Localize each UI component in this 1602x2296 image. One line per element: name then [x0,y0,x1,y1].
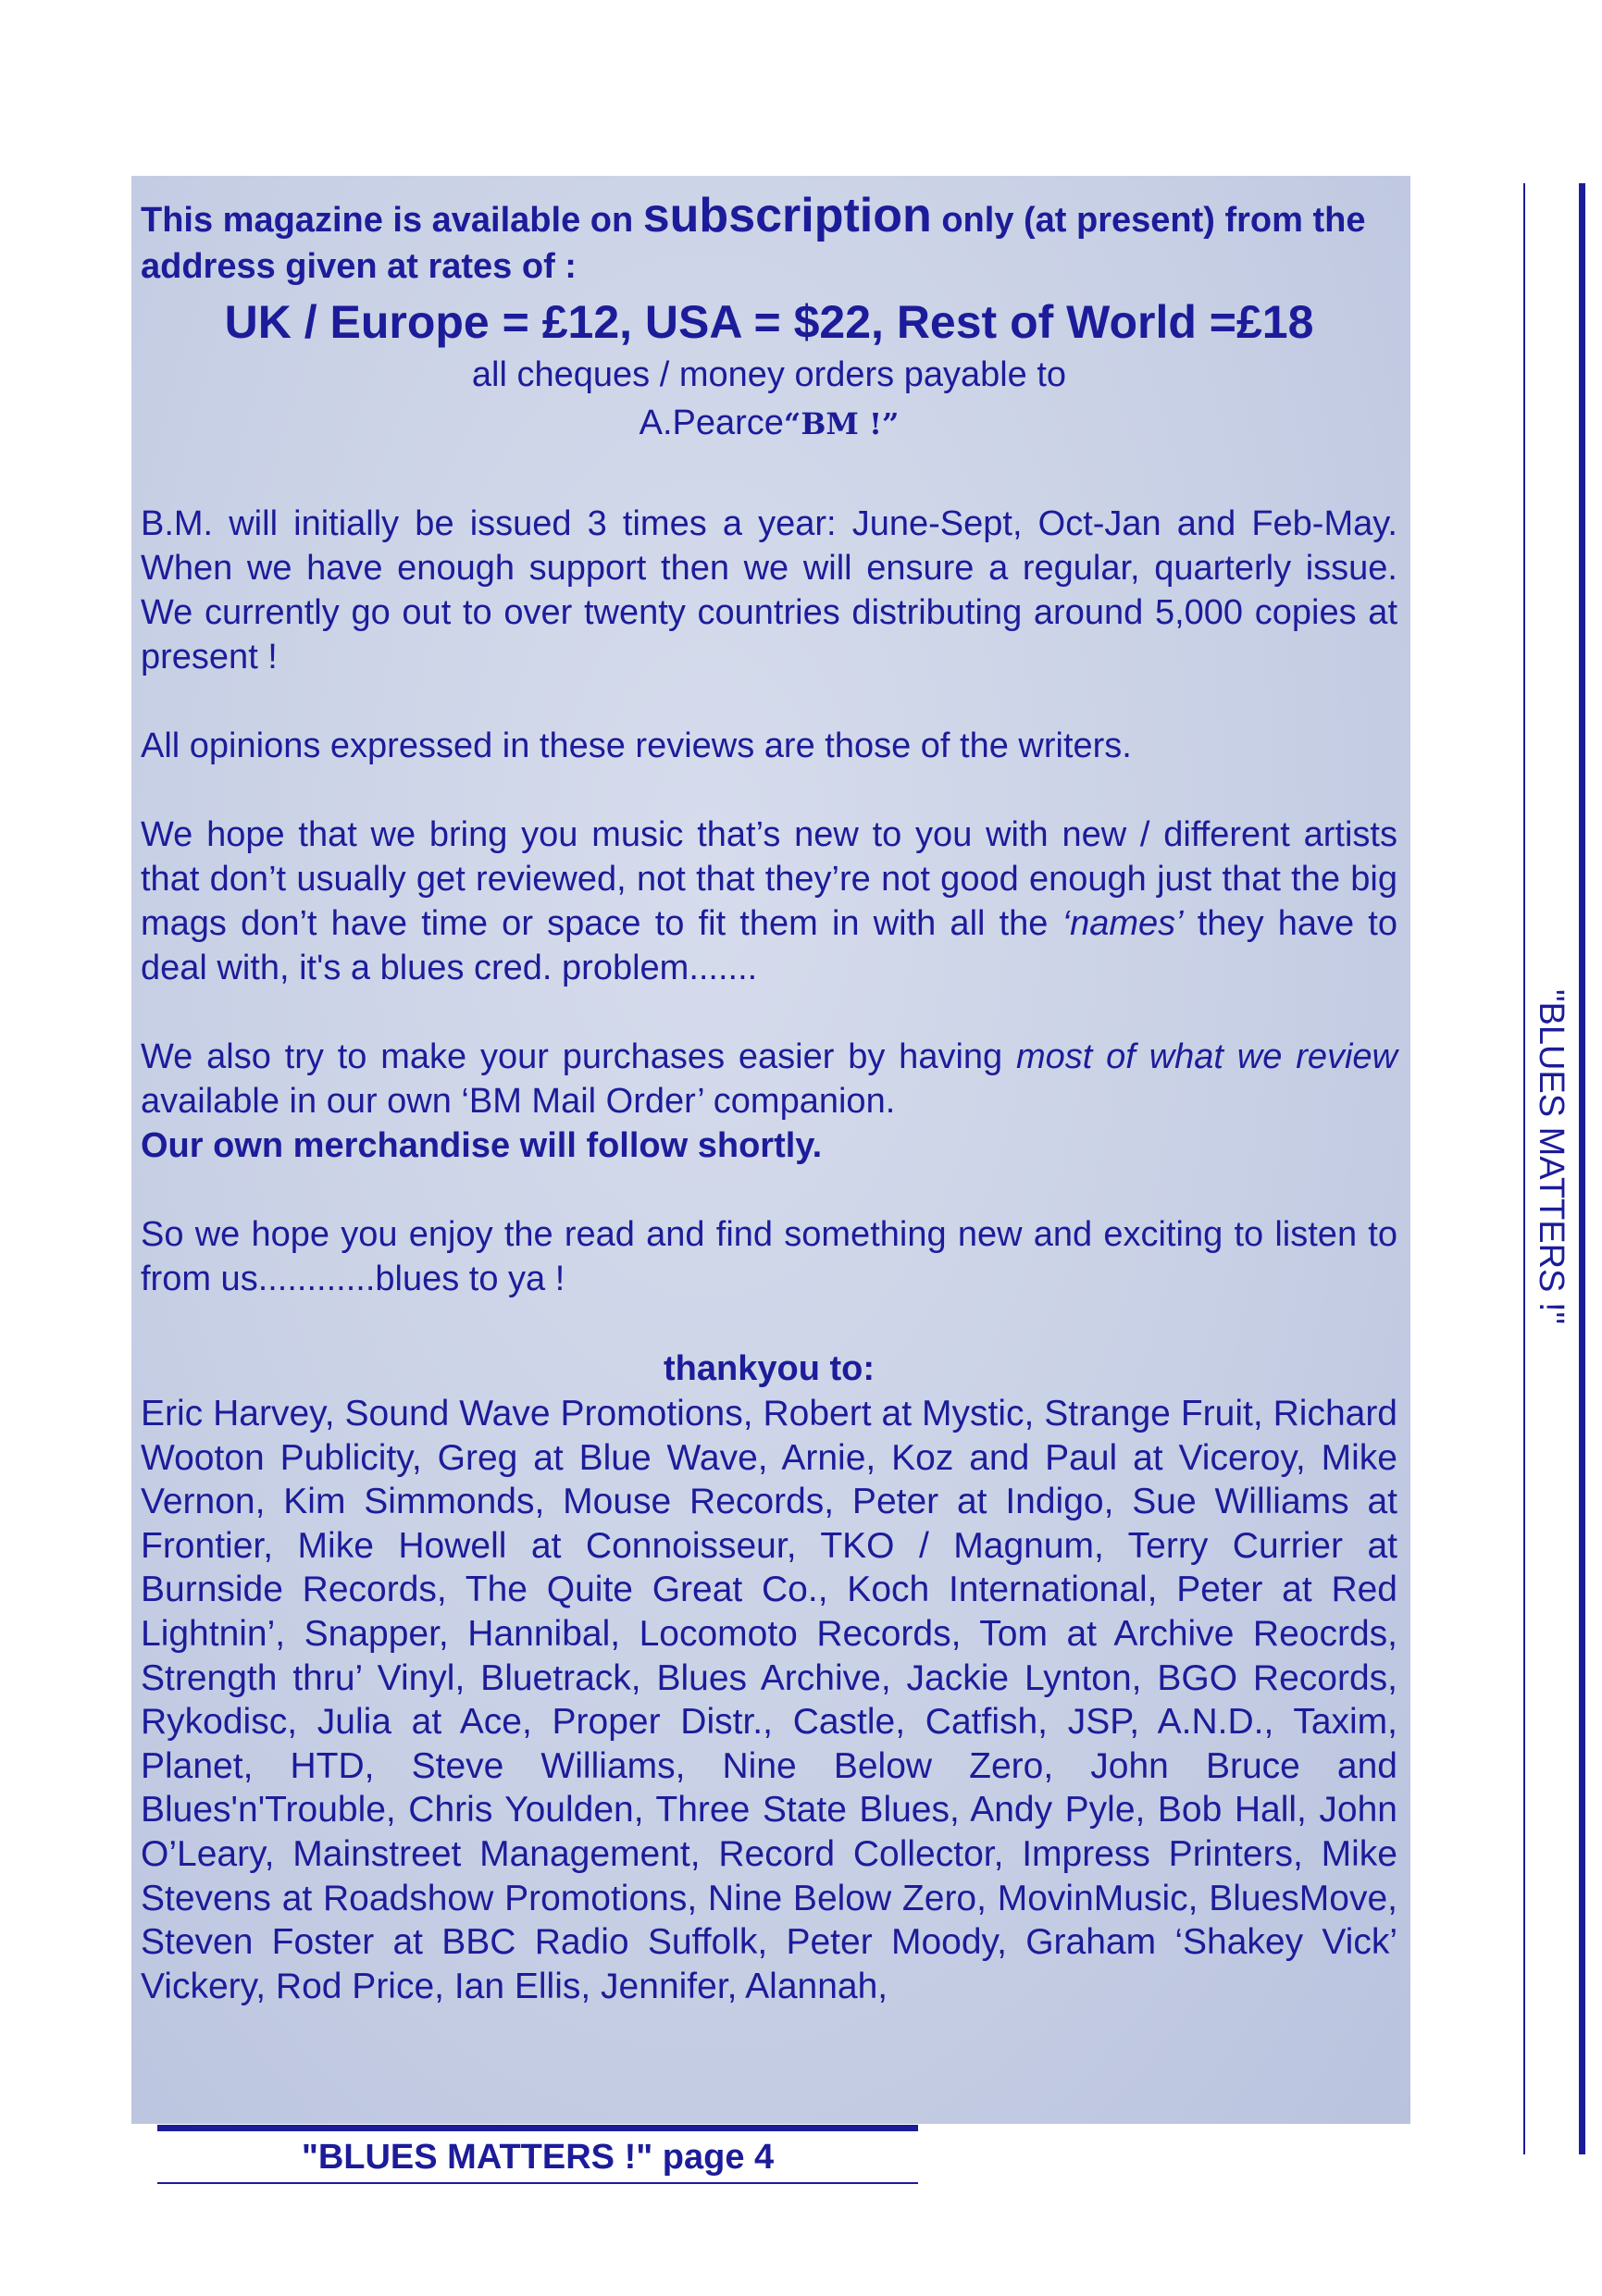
hope-italic: ‘names’ [1062,904,1184,943]
intro-text-2: only (at present) from the address given at rates of : [141,201,1366,286]
side-rule-thick [1579,183,1585,2154]
hope-text-2: they have to deal with, it's a blues cred. problem....... [141,904,1397,987]
merchandise-note: Our own merchandise will follow shortly. [141,1126,823,1165]
purchases-text-1: We also try to make your purchases easier by having [141,1037,1016,1076]
payee-line [141,399,1397,448]
payee-name: A.Pearce [639,403,784,442]
issue-paragraph: B.M. will initially be issued 3 times a year: June-Sept, Oct-Jan and Feb-May. When we have enough support then we will ensure a regular, quarterly issue. We currently go out to over twenty countries distributing around 5,000 copies at present ! [141,504,1397,676]
payable-line: all cheques / money orders payable to [471,355,1067,394]
page-footer: "BLUES MATTERS !" page 4 [301,2138,775,2177]
side-rule-thin [1523,183,1525,2154]
purchases-italic: most of what we review [1016,1037,1398,1076]
hope-text-1: We hope that we bring you music that’s new to you with new / different artists that don’t usually get reviewed, not that they’re not good enough just that the big mags don’t have time or space to fit them in with all the [141,815,1397,943]
subscription-intro [141,189,1397,290]
purchases-text-2: available in our own ‘BM Mail Order’ companion. [141,1082,896,1121]
hope-paragraph [141,813,1397,990]
footer-rule-top [157,2125,918,2131]
payee-mark: “BM !” [783,406,900,441]
enjoy-paragraph: So we hope you enjoy the read and find something new and exciting to listen to from us............blues to ya ! [141,1215,1397,1298]
footer-rule-bottom [157,2182,918,2184]
side-title: "BLUES MATTERS !" [1532,988,1571,1325]
purchases-paragraph [141,1035,1397,1123]
intro-emphasis: subscription [642,189,932,242]
page-content [141,189,1398,2008]
thanks-list: Eric Harvey, Sound Wave Promotions, Robert at Mystic, Strange Fruit, Richard Wooton Publicity, Greg at Blue Wave, Arnie, Koz and Paul at Viceroy, Mike Vernon, Kim Simmonds, Mouse Records, Peter at Indigo, Sue Williams at Frontier, Mike Howell at Connoisseur, TKO / Magnum, Terry Currier at Burnside Records, The Quite Great Co., Koch International, Peter at Red Lightnin’, Snapper, Hannibal, Locomoto Records, Tom at Archive Reocrds, Strength thru’ Vinyl, Bluetrack, Blues Archive, Jackie Lynton, BGO Records, Rykodisc, Julia at Ace, Proper Distr., Castle, Catfish, JSP, A.N.D., Taxim, Planet, HTD, Steve Williams, Nine Below Zero, John Bruce and Blues'n'Trouble, Chris Youlden, Three State Blues, Andy Pyle, Bob Hall, John O’Leary, Mainstreet Management, Record Collector, Impress Printers, Mike Stevens at Roadshow Promotions, Nine Below Zero, MovinMusic, BluesMove, Steven Foster at BBC Radio Suffolk, Peter Moody, Graham ‘Shakey Vick’ Vickery, Rod Price, Ian Ellis, Jennifer, Alannah, [141,1394,1397,2006]
thanks-heading: thankyou to: [664,1349,875,1388]
opinions-paragraph: All opinions expressed in these reviews are those of the writers. [141,726,1132,765]
subscription-rates: UK / Europe = £12, USA = $22, Rest of World =£18 [224,296,1314,348]
intro-text-1: This magazine is available on [141,201,643,240]
